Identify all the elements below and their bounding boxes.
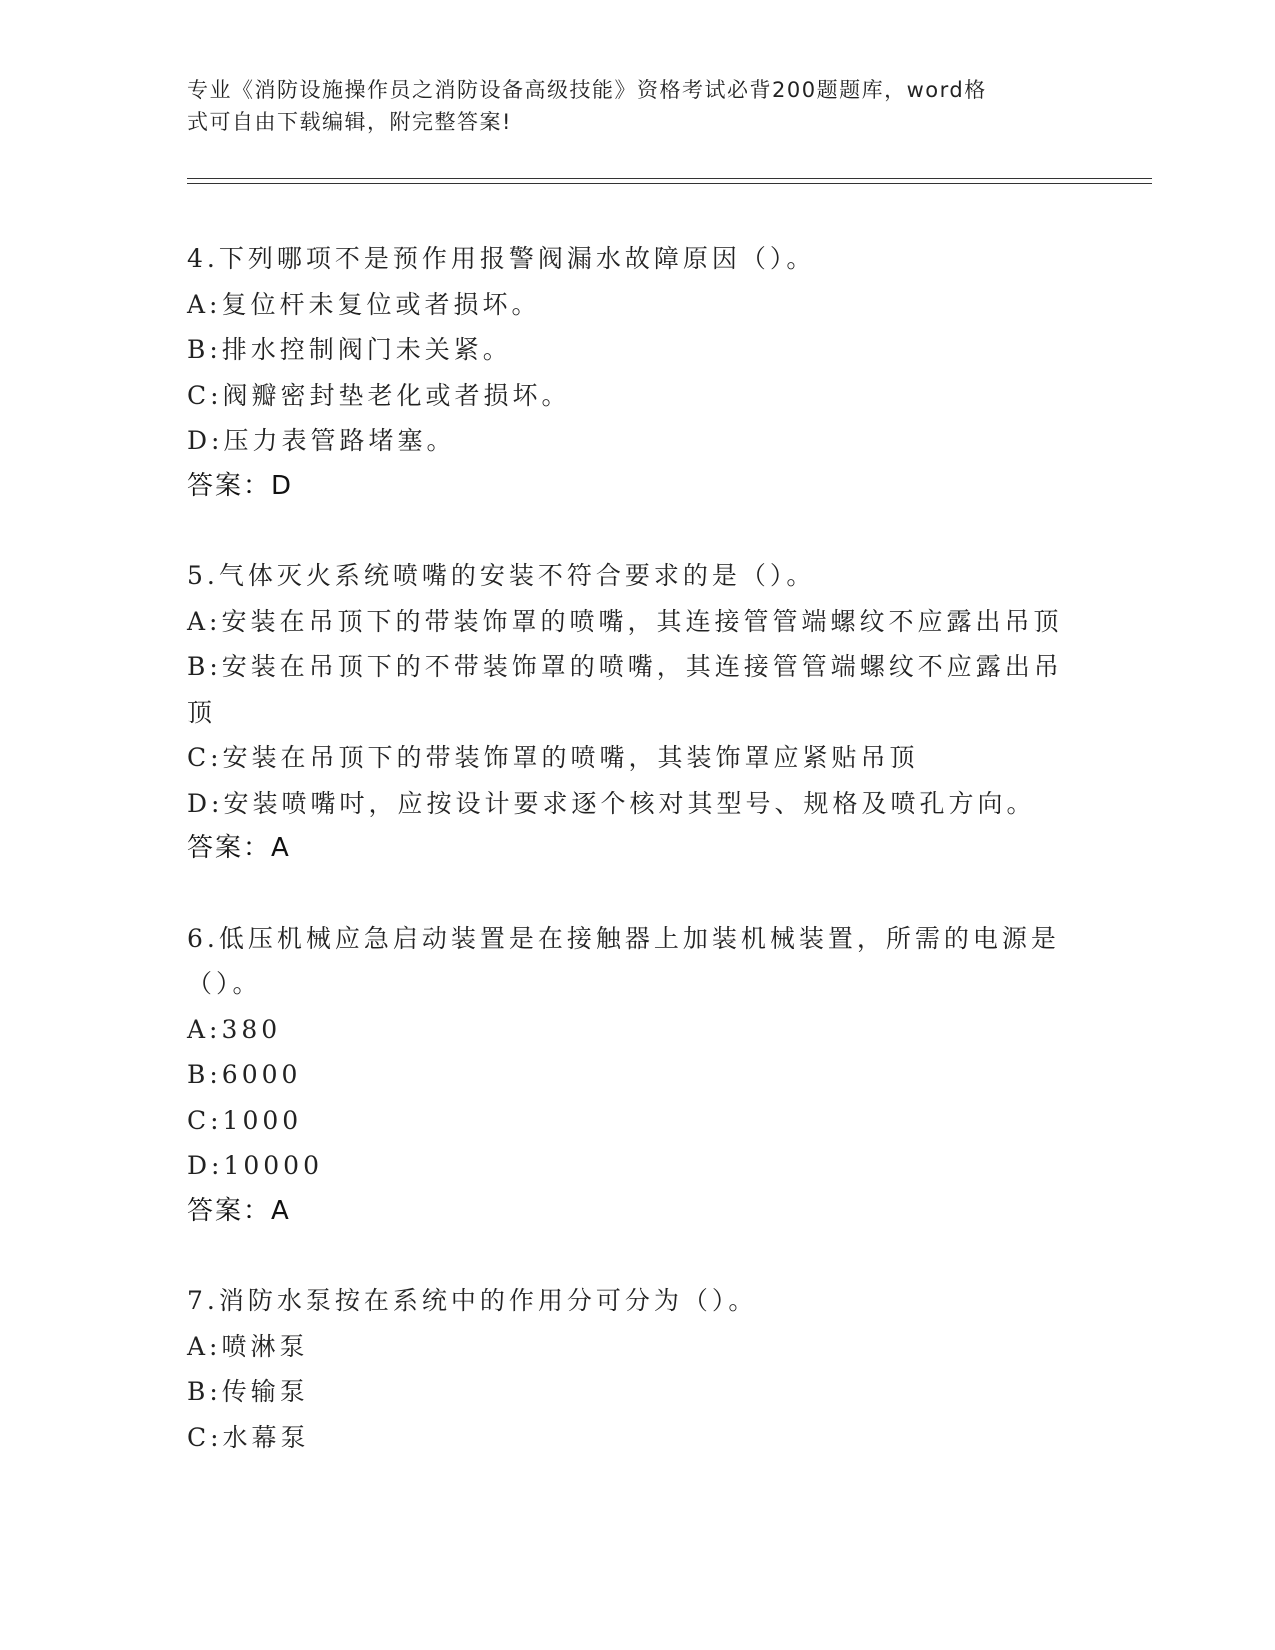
question-5 <box>187 553 1087 872</box>
option-a: A:喷淋泵 <box>187 1331 309 1361</box>
question-stem: 4.下列哪项不是预作用报警阀漏水故障原因（）。 <box>187 244 816 273</box>
header-divider-top <box>187 178 1152 179</box>
option-b: B:安装在吊顶下的不带装饰罩的喷嘴，其连接管管端螺纹不应露出吊顶 <box>187 652 1063 727</box>
option-b: B:排水控制阀门未关紧。 <box>187 335 512 364</box>
answer-label: 答案：D <box>187 470 294 501</box>
option-c: C:水幕泵 <box>187 1422 310 1452</box>
question-stem: 6.低压机械应急启动装置是在接触器上加装机械装置，所需的电源是（）。 <box>187 923 1060 998</box>
option-a: A:复位杆未复位或者损坏。 <box>187 289 541 319</box>
answer-label: 答案：A <box>187 1195 291 1226</box>
option-b: B:6000 <box>187 1060 302 1089</box>
question-list <box>187 236 1087 1504</box>
option-d: D:10000 <box>187 1151 323 1180</box>
question-6 <box>187 916 1087 1235</box>
header-divider-bottom <box>187 183 1152 184</box>
question-7 <box>187 1278 1087 1460</box>
option-a: A:安装在吊顶下的带装饰罩的喷嘴，其连接管管端螺纹不应露出吊顶 <box>187 606 1063 636</box>
option-b: B:传输泵 <box>187 1377 309 1406</box>
answer-label: 答案：A <box>187 833 291 863</box>
header-line-1: 专业《消防设施操作员之消防设备高级技能》资格考试必背200题题库，word格 <box>187 78 987 102</box>
document-header <box>187 74 1077 138</box>
option-c: C:1000 <box>187 1105 303 1135</box>
question-stem: 5.气体灭火系统喷嘴的安装不符合要求的是（）。 <box>187 561 816 590</box>
option-d: D:安装喷嘴吋，应按设计要求逐个核对其型号、规格及喷孔方向。 <box>187 788 1036 818</box>
header-line-2: 式可自由下载编辑，附完整答案! <box>187 110 512 134</box>
option-c: C:安装在吊顶下的带装饰罩的喷嘴，其装饰罩应紧贴吊顶 <box>187 743 919 772</box>
option-c: C:阀瓣密封垫老化或者损坏。 <box>187 380 571 410</box>
option-d: D:压力表管路堵塞。 <box>187 426 456 455</box>
option-a: A:380 <box>187 1014 282 1044</box>
question-stem: 7.消防水泵按在系统中的作用分可分为（）。 <box>187 1286 758 1315</box>
question-4 <box>187 236 1087 509</box>
